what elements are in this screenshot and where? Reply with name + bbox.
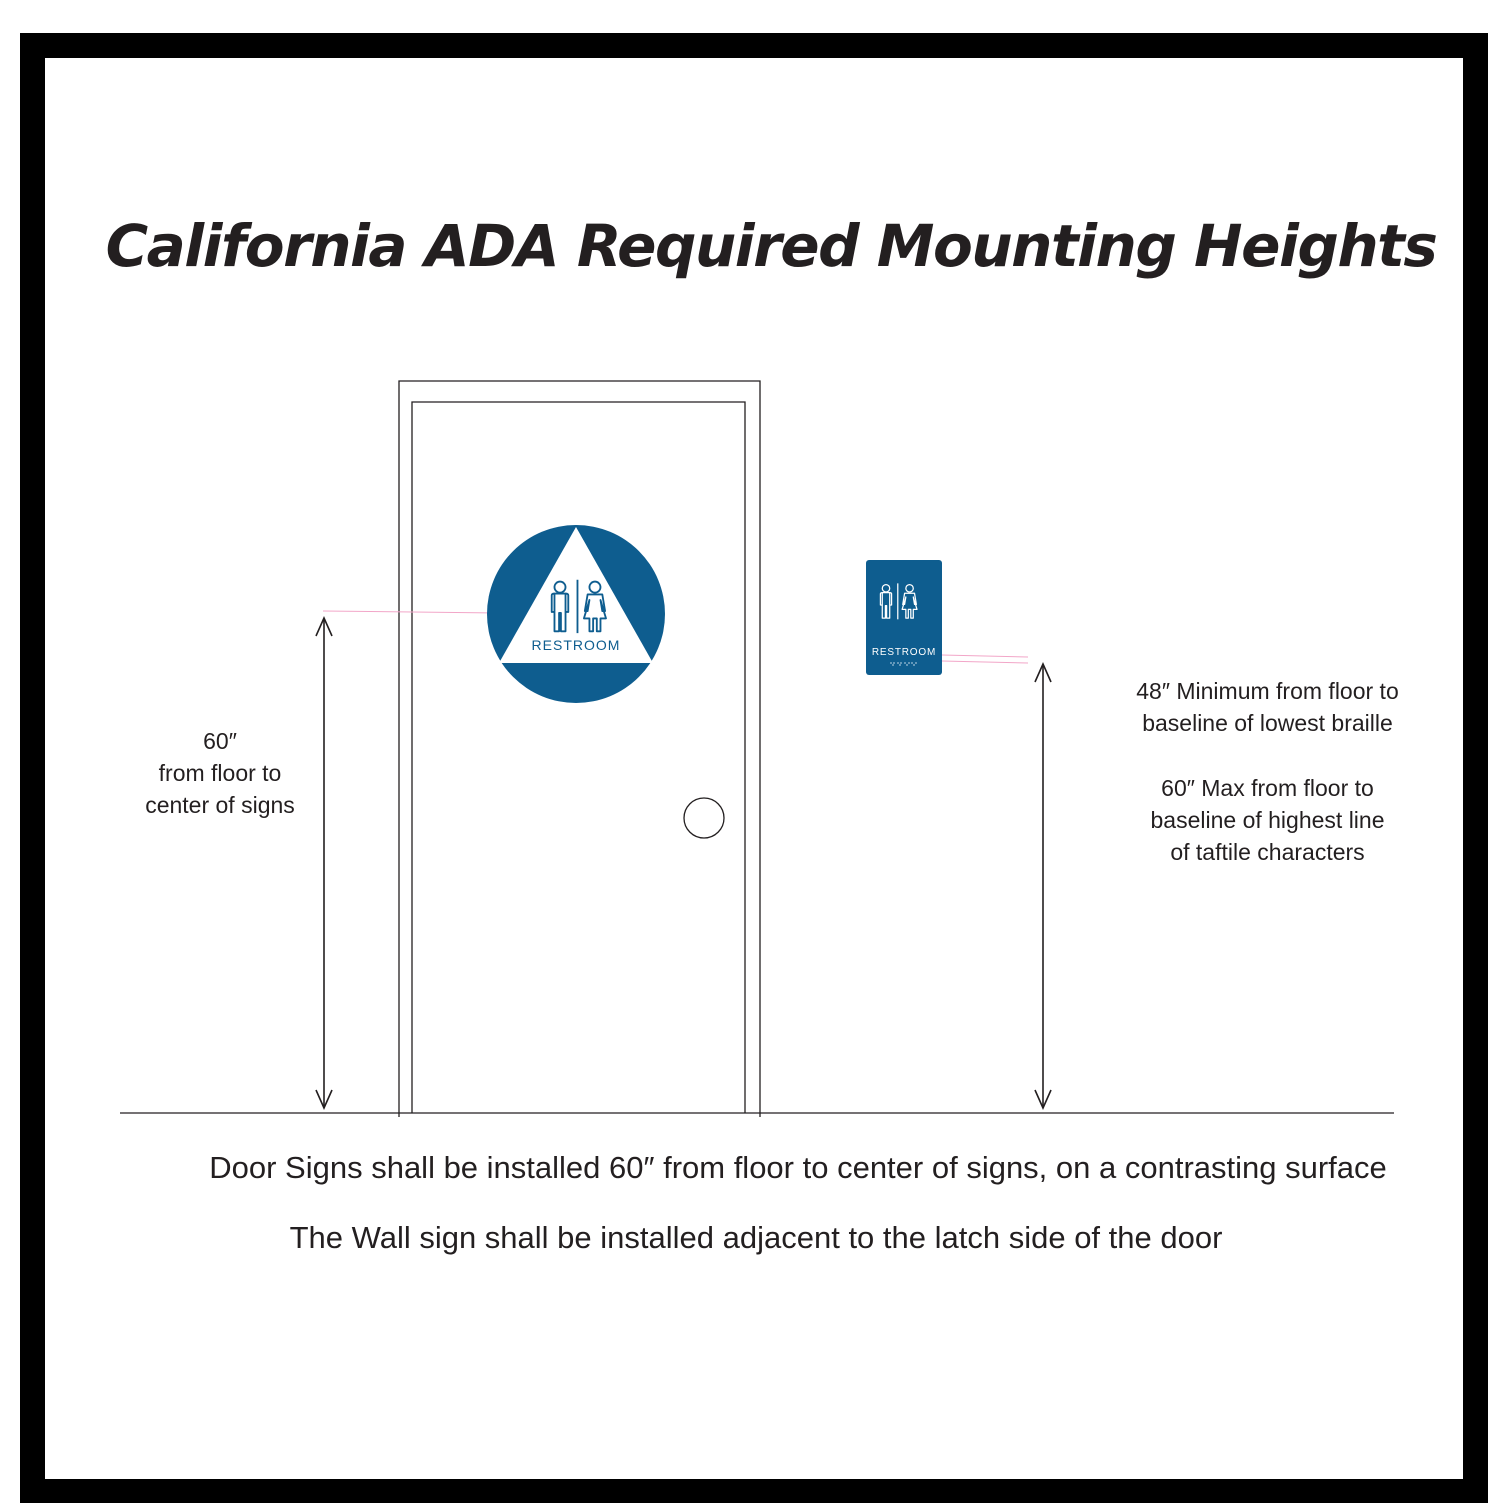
door-sign-label: RESTROOM xyxy=(531,637,621,653)
right-dimension-label xyxy=(1095,675,1440,868)
max-height-line: of taftile characters xyxy=(1170,839,1365,865)
door-sign xyxy=(487,525,665,703)
right-dimension-arrow xyxy=(1035,664,1051,1108)
wall-sign-note: The Wall sign shall be installed adjacent to the latch side of the door xyxy=(289,1220,1223,1255)
left-dimension-line: center of signs xyxy=(145,792,295,818)
door-knob xyxy=(684,798,724,838)
wall-sign xyxy=(866,560,942,675)
left-dimension-line: 60″ xyxy=(203,728,237,754)
max-height-line: baseline of highest line xyxy=(1150,807,1385,833)
door-sign-note: Door Signs shall be installed 60″ from floor to center of signs, on a contrasting surface xyxy=(209,1150,1387,1185)
door xyxy=(399,381,760,1117)
left-dimension-line: from floor to xyxy=(158,760,282,786)
page-title: California ADA Required Mounting Heights xyxy=(105,212,1437,280)
wall-sign-label: RESTROOM xyxy=(871,647,937,658)
min-height-line: baseline of lowest braille xyxy=(1142,710,1393,736)
max-height-line: 60″ Max from floor to xyxy=(1161,775,1374,801)
min-height-line: 48″ Minimum from floor to xyxy=(1136,678,1399,704)
left-dimension-label xyxy=(120,725,320,821)
left-dimension-arrow xyxy=(316,618,332,1108)
